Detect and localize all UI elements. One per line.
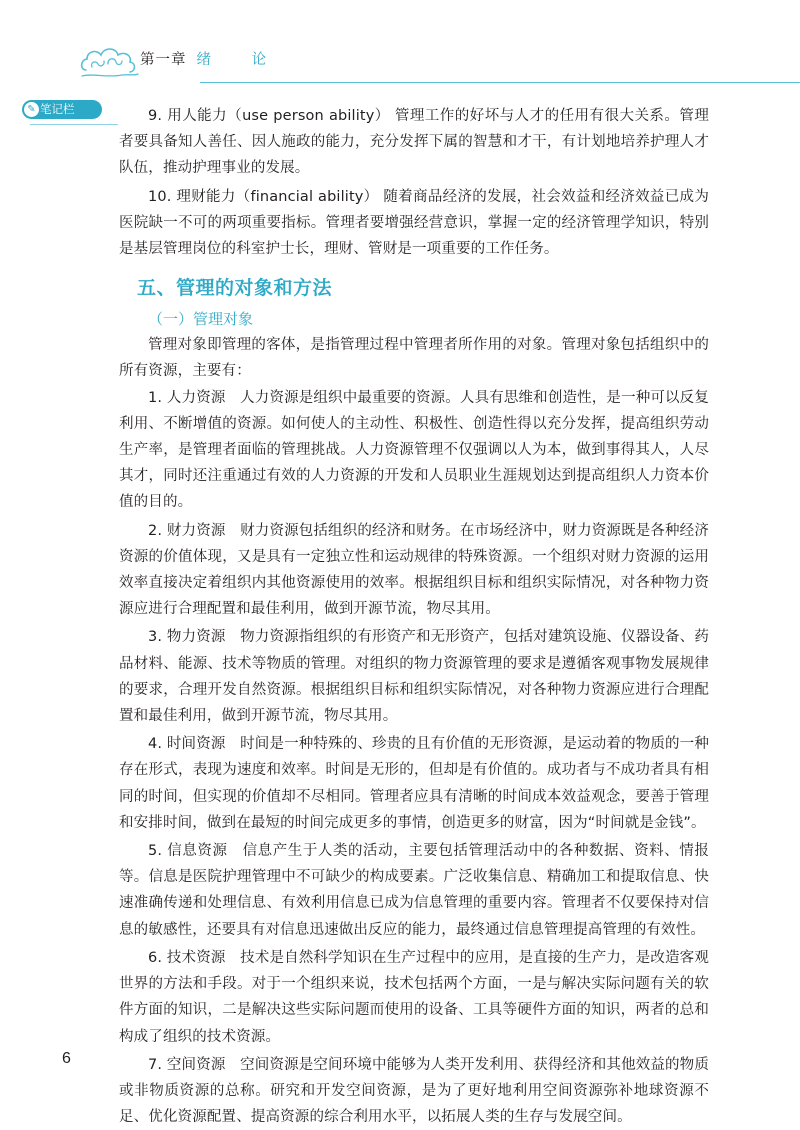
paragraph: 5. 信息资源 信息产生于人类的活动，主要包括管理活动中的各种数据、资料、情报等。信息是医院护理管理中不可缺少的构成要素。广泛收集信息、精确加工和提取信息、快速准确传递和处理信息、有效利用信息已成为信息管理的重要内容。管理者不仅要保持对信息的敏感性，还要具有对信息迅速做出反应的能力，最终通过信息管理提高管理的有效性。 [119,843,709,938]
subsection-heading: （一）管理对象 [148,310,254,329]
paragraph: 2. 财力资源 财力资源包括组织的经济和财务。在市场经济中，财力资源既是各种经济资源的价值体现，又是具有一定独立性和运动规律的特殊资源。一个组织对财力资源的运用效率直接决定着组织内其他资源使用的效率。根据组织目标和组织实际情况，对各种物力资源应进行合理配置和最佳利用，做到开源节流，物尽其用。 [119,522,709,618]
paragraph: 9. 用人能力（use person ability） 管理工作的好坏与人才的任用有很大关系。管理者要具备知人善任、因人施政的能力，充分发挥下属的智慧和才干，有计划地培养护理人才队伍，推动护理事业的发展。 [119,108,709,177]
cloud-ornament-icon [78,40,140,82]
notes-column-rule [30,124,118,125]
notes-column-badge [22,100,102,119]
running-header [140,48,284,69]
page-body [119,103,709,1130]
header-rule [200,82,800,83]
paragraph: 3. 物力资源 物力资源指组织的有形资产和无形资产，包括对建筑设施、仪器设备、药品材料、能源、技术等物质的管理。对组织的物力资源管理的要求是遵循客观事物发展规律的要求，合理开发自然资源。根据组织目标和组织实际情况，对各种物力资源应进行合理配置和最佳利用，做到开源节流，物尽其用。 [119,629,709,725]
notes-badge-label: 笔记栏 [40,102,75,116]
pencil-icon: ✎ [24,102,39,117]
paragraph: 7. 空间资源 空间资源是空间环境中能够为人类开发利用、获得经济和其他效益的物质或非物质资源的总称。研究和开发空间资源，是为了更好地利用空间资源弥补地球资源不足、优化资源配置、提高资源的综合利用水平，以拓展人类的生存与发展空间。 [119,1056,709,1126]
paragraph: 6. 技术资源 技术是自然科学知识在生产过程中的应用，是直接的生产力，是改造客观世界的方法和手段。对于一个组织来说，技术包括两个方面，一是与解决实际问题有关的软件方面的知识，二是解决这些实际问题而使用的设备、工具等硬件方面的知识，两者的总和构成了组织的技术资源。 [119,949,709,1045]
paragraph: 4. 时间资源 时间是一种特殊的、珍贵的且有价值的无形资源，是运动着的物质的一种存在形式，表现为速度和效率。时间是无形的，但却是有价值的。成功者与不成功者具有相同的时间，但实现的价值却不尽相同。管理者应具有清晰的时间成本效益观念，要善于管理和安排时间，做到在最短的时间完成更多的事情，创造更多的财富，因为“时间就是金钱”。 [119,736,709,831]
paragraph: 10. 理财能力（financial ability） 随着商品经济的发展，社会效益和经济效益已成为医院缺一不可的两项重要指标。管理者要增强经营意识，掌握一定的经济管理学知识，特别是基层管理岗位的科室护士长，理财、管财是一项重要的工作任务。 [119,188,709,258]
section-heading: 五、管理的对象和方法 [137,277,333,300]
chapter-number: 第一章 [140,52,187,68]
chapter-name: 绪 论 [196,52,285,68]
paragraph: 管理对象即管理的客体，是指管理过程中管理者所作用的对象。管理对象包括组织中的所有资源，主要有： [119,337,709,380]
paragraph: 1. 人力资源 人力资源是组织中最重要的资源。人具有思维和创造性，是一种可以反复利用、不断增值的资源。如何使人的主动性、积极性、创造性得以充分发挥，提高组织劳动生产率，是管理者面临的管理挑战。人力资源管理不仅强调以人为本，做到事得其人，人尽其才，同时还注重通过有效的人力资源的开发和人员职业生涯规划达到提高组织人力资本价值的目的。 [119,389,709,511]
page-number: 6 [62,1050,71,1067]
